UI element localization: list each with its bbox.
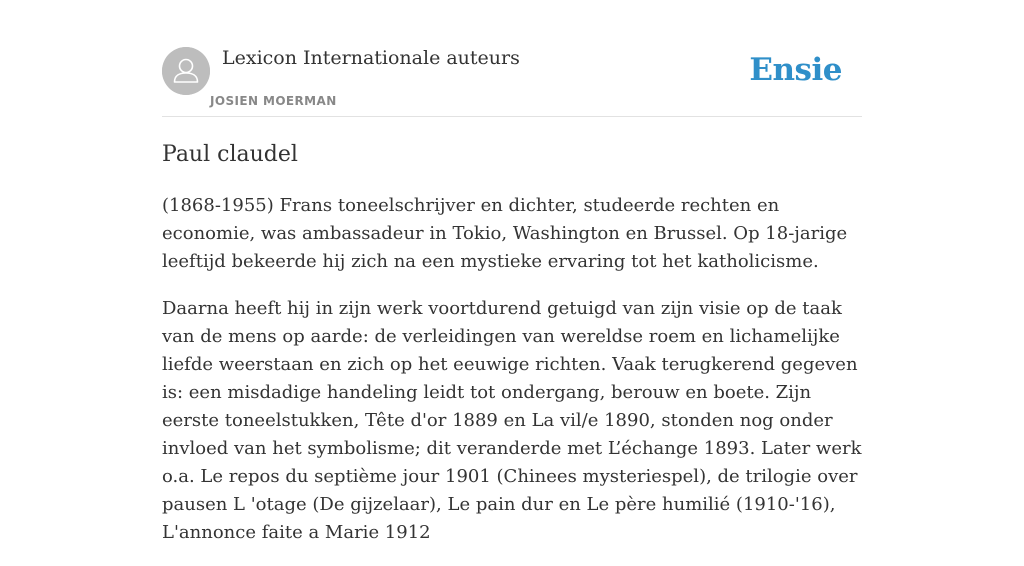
ensie-logo[interactable]: Ensie xyxy=(749,52,842,88)
article-paragraph: (1868-1955) Frans toneelschrijver en dichter, studeerde rechten en economie, was ambassadeur in Tokio, Washington en Brussel. Op 18-jarige leeftijd bekeerde hij zich na een mystieke ervaring tot het katholicisme. xyxy=(162,195,848,272)
article-header xyxy=(162,46,862,117)
author-name-link[interactable]: JOSIEN MOERMAN xyxy=(210,94,337,108)
author-avatar[interactable] xyxy=(162,47,210,95)
article-body xyxy=(162,192,862,566)
article-paragraph: Daarna heeft hij in zijn werk voortdurend getuigd van zijn visie op de taak van de mens op aarde: de verleidingen van wereldse roem en lichamelijke liefde weerstaan en zich op het eeuwige richten. Vaak terugkerend gegeven is: een misdadige handeling leidt tot ondergang, berouw en boete. Zijn eerste toneelstukken, Tête d'or 1889 en La vil/e 1890, stonden nog onder invloed van het symbolisme; dit veranderde met L’échange 1893. Later werk o.a. Le repos du septième jour 1901 (Chinees mysteriespel), de trilogie over pausen L 'otage (De gijzelaar), Le pain dur en Le père humilié (1910-'16), L'annonce faite a Marie 1912 xyxy=(162,298,862,543)
user-silhouette-icon xyxy=(162,47,210,95)
article-title: Paul claudel xyxy=(162,142,298,167)
lexicon-title-link[interactable]: Lexicon Internationale auteurs xyxy=(222,47,520,69)
